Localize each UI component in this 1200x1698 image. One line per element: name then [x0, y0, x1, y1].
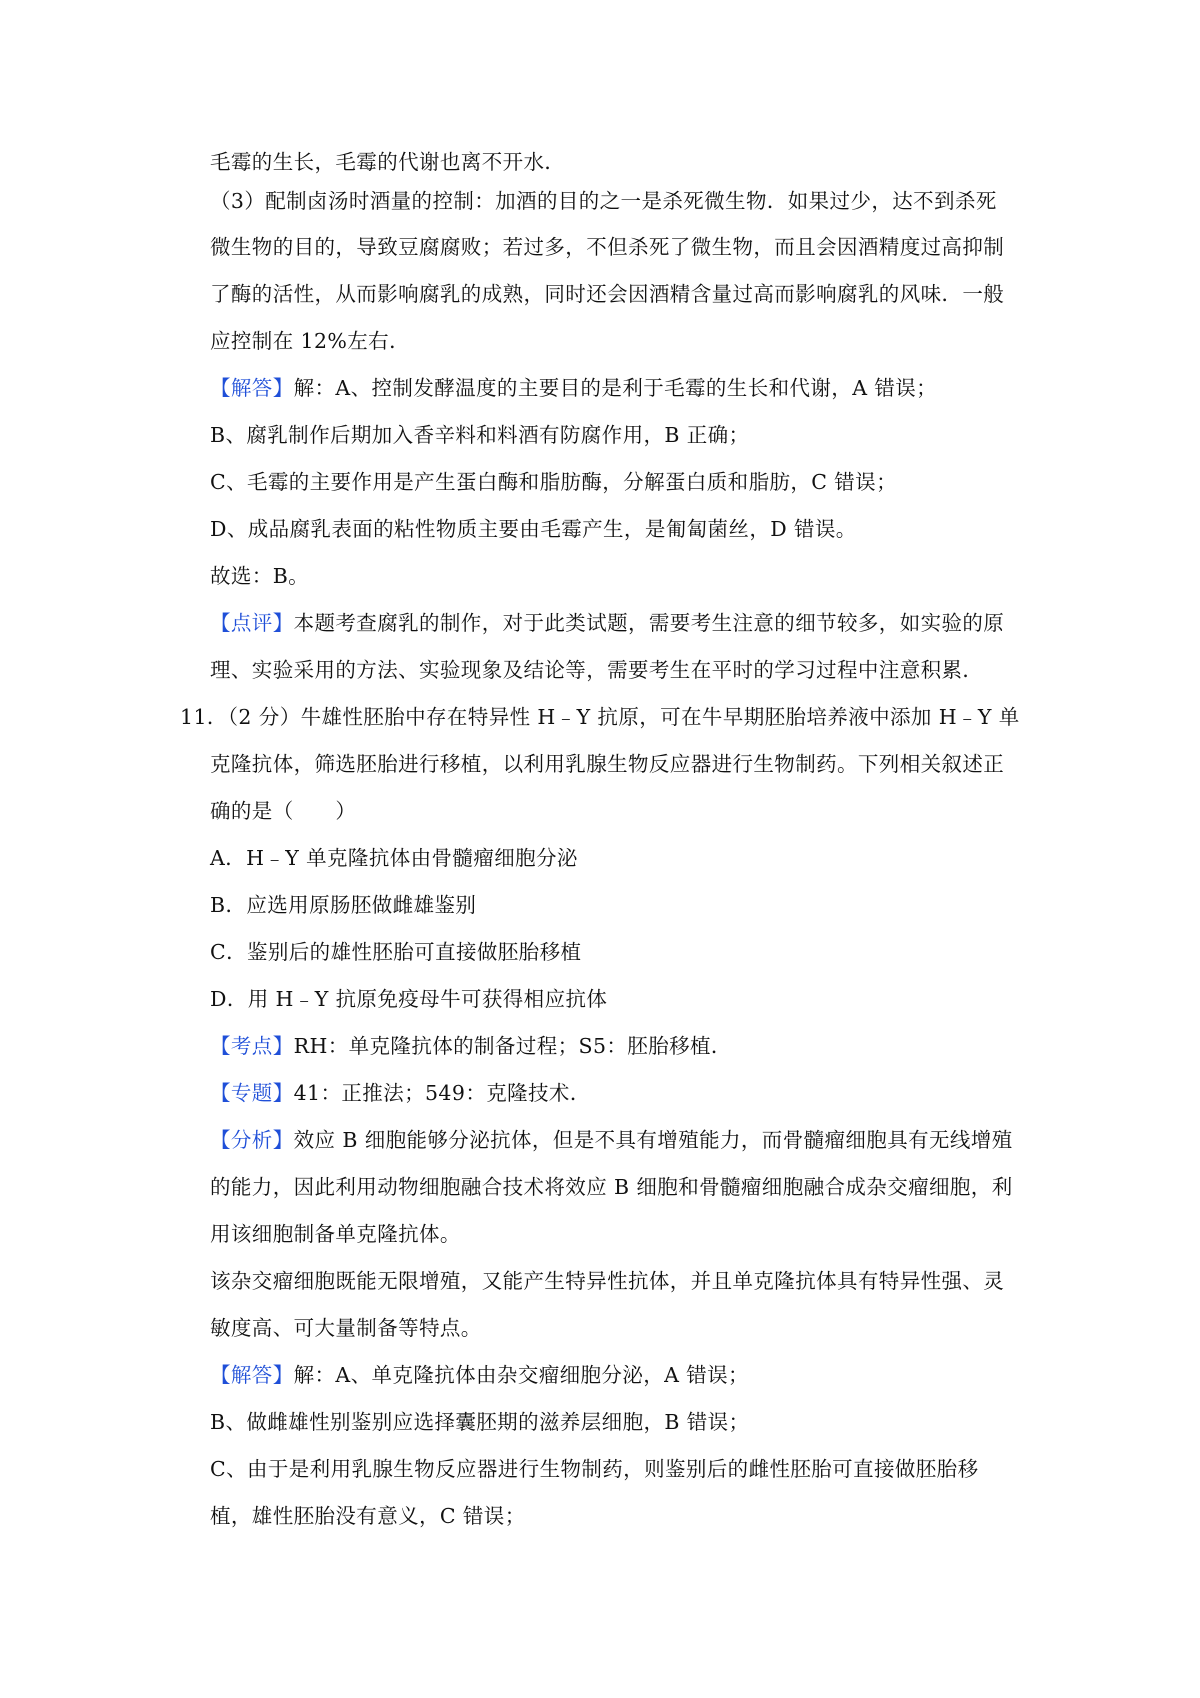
text-line: 植，雄性胚胎没有意义，C 错误； [210, 1504, 526, 1528]
text-line: 了酶的活性，从而影响腐乳的成熟，同时还会因酒精含量过高而影响腐乳的风味．一般 [210, 282, 1005, 306]
section-tag: 【点评】 [210, 611, 294, 635]
text-line: 应控制在 12%左右． [210, 329, 410, 353]
kaodian-line: 【考点】RH：单克隆抗体的制备过程；S5：胚胎移植． [210, 1034, 732, 1058]
section-tag: 【解答】 [210, 376, 294, 400]
text-line: C、毛霉的主要作用是产生蛋白酶和脂肪酶，分解蛋白质和脂肪，C 错误； [210, 470, 897, 494]
section-tag: 【解答】 [210, 1363, 294, 1387]
text-line: B、腐乳制作后期加入香辛料和料酒有防腐作用，B 正确； [210, 423, 750, 447]
text-line: C、由于是利用乳腺生物反应器进行生物制药，则鉴别后的雌性胚胎可直接做胚胎移 [210, 1457, 979, 1481]
text-line: D、成品腐乳表面的粘性物质主要由毛霉产生，是匍匐菌丝，D 错误。 [210, 517, 857, 541]
text-line: 确的是（ ） [210, 799, 357, 823]
question-stem: 11．（2 分）牛雄性胚胎中存在特异性 H﹣Y 抗原，可在牛早期胚胎培养液中添加 H﹣Y 单 [180, 705, 1020, 729]
analysis-line: 【分析】效应 B 细胞能够分泌抗体，但是不具有增殖能力，而骨髓瘤细胞具有无线增殖 [210, 1128, 1013, 1152]
option-d: D．用 H﹣Y 抗原免疫母牛可获得相应抗体 [210, 987, 608, 1011]
text-line: 毛霉的生长，毛霉的代谢也离不开水． [210, 150, 566, 174]
answer-line: 【解答】解：A、控制发酵温度的主要目的是利于毛霉的生长和代谢，A 错误； [210, 376, 938, 400]
text-line: 的能力，因此利用动物细胞融合技术将效应 B 细胞和骨髓瘤细胞融合成杂交瘤细胞，利 [210, 1175, 1013, 1199]
comment-line: 【点评】本题考查腐乳的制作，对于此类试题，需要考生注意的细节较多，如实验的原 [210, 611, 1005, 635]
zhuanti-line: 【专题】41：正推法；549：克隆技术． [210, 1081, 591, 1105]
section-tag: 【分析】 [210, 1128, 294, 1152]
text-line: 微生物的目的，导致豆腐腐败；若过多，不但杀死了微生物，而且会因酒精度过高抑制 [210, 235, 1005, 259]
section-tag: 【考点】 [210, 1034, 294, 1058]
text-line: 用该细胞制备单克隆抗体。 [210, 1222, 461, 1246]
option-a: A．H﹣Y 单克隆抗体由骨髓瘤细胞分泌 [210, 846, 578, 870]
option-b: B．应选用原肠胚做雌雄鉴别 [210, 893, 477, 917]
text-line: 理、实验采用的方法、实验现象及结论等，需要考生在平时的学习过程中注意积累． [210, 658, 984, 682]
text-line: 克隆抗体，筛选胚胎进行移植，以利用乳腺生物反应器进行生物制药。下列相关叙述正 [210, 752, 1005, 776]
text-line: 敏度高、可大量制备等特点。 [210, 1316, 482, 1340]
answer-line: 【解答】解：A、单克隆抗体由杂交瘤细胞分泌，A 错误； [210, 1363, 749, 1387]
section-tag: 【专题】 [210, 1081, 294, 1105]
text-line: B、做雌雄性别鉴别应选择囊胚期的滋养层细胞，B 错误； [210, 1410, 750, 1434]
option-c: C．鉴别后的雄性胚胎可直接做胚胎移植 [210, 940, 582, 964]
text-line: 该杂交瘤细胞既能无限增殖，又能产生特异性抗体，并且单克隆抗体具有特异性强、灵 [210, 1269, 1005, 1293]
text-line: （3）配制卤汤时酒量的控制：加酒的目的之一是杀死微生物．如果过少，达不到杀死 [210, 189, 997, 213]
text-line: 故选：B。 [210, 564, 310, 588]
